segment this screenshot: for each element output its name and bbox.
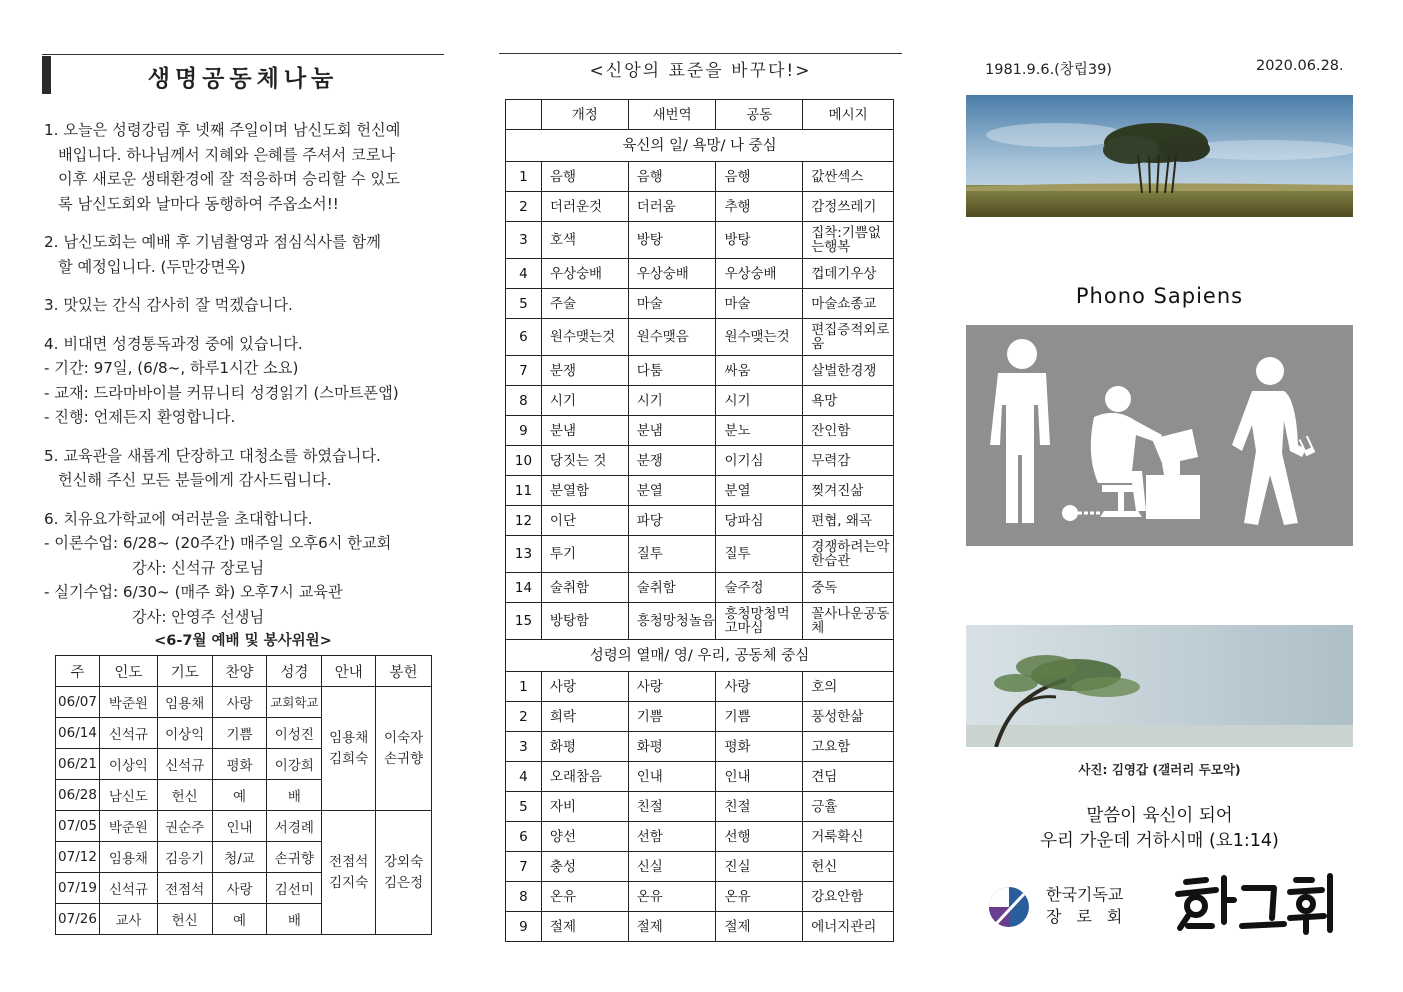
table-cell: 기쁨 <box>716 702 803 732</box>
table-cell: 06/14 <box>56 718 100 749</box>
news-line: - 실기수업: 6/30~ (매주 화) 오후7시 교육관 <box>44 583 343 601</box>
section-header-row <box>506 130 894 162</box>
table-cell: 절제 <box>628 912 716 942</box>
table-cell: 김선미 <box>267 873 322 904</box>
row-number: 12 <box>506 506 542 536</box>
table-cell: 임용채 <box>157 687 212 718</box>
column-header: 주 <box>56 656 100 687</box>
table-cell: 분냄 <box>628 416 716 446</box>
column-header: 인도 <box>99 656 157 687</box>
windswept-tree-image <box>966 625 1353 747</box>
table-cell: 추행 <box>716 192 803 222</box>
table-cell: 더러운것 <box>541 192 628 222</box>
table-cell: 방탕 <box>716 222 803 259</box>
table-cell: 평화 <box>716 732 803 762</box>
row-number: 9 <box>506 912 542 942</box>
table-cell: 분쟁 <box>541 356 628 386</box>
table-cell: 원수맺음 <box>628 319 716 356</box>
scripture-verse <box>966 804 1353 854</box>
table-cell: 화평 <box>541 732 628 762</box>
table-cell: 술취함 <box>541 573 628 603</box>
church-logo <box>1172 870 1340 940</box>
table-cell: 선행 <box>716 822 803 852</box>
table-cell: 긍휼 <box>803 792 894 822</box>
table-cell: 시기 <box>716 386 803 416</box>
table-cell: 교사 <box>99 904 157 935</box>
table-cell: 음행 <box>628 162 716 192</box>
table-cell: 마술 <box>716 289 803 319</box>
june-offering-cell <box>376 687 432 811</box>
table-row <box>506 732 894 762</box>
news-item-1 <box>44 118 444 216</box>
column-header <box>506 100 542 130</box>
table-cell: 헌신 <box>157 904 212 935</box>
table-cell: 손귀향 <box>267 842 322 873</box>
row-number: 7 <box>506 852 542 882</box>
table-cell: 분열 <box>628 476 716 506</box>
table-cell: 이강희 <box>267 749 322 780</box>
row-number: 6 <box>506 319 542 356</box>
table-row <box>506 573 894 603</box>
table-cell: 찢겨진삶 <box>803 476 894 506</box>
table-row <box>506 162 894 192</box>
table-cell: 배 <box>267 780 322 811</box>
row-number: 9 <box>506 416 542 446</box>
table-cell: 질투 <box>628 536 716 573</box>
table-cell: 흥청망청놀음 <box>628 603 716 640</box>
table-cell: 충성 <box>541 852 628 882</box>
column-header: 새번역 <box>628 100 716 130</box>
row-number: 5 <box>506 792 542 822</box>
table-cell: 우상숭배 <box>541 259 628 289</box>
table-cell: 질투 <box>716 536 803 573</box>
pck-logo-icon <box>988 886 1030 928</box>
table-cell: 껍데기우상 <box>803 259 894 289</box>
table-cell: 분열 <box>716 476 803 506</box>
table-row <box>506 476 894 506</box>
row-number: 8 <box>506 882 542 912</box>
table-cell: 서경례 <box>267 811 322 842</box>
table-cell: 분열함 <box>541 476 628 506</box>
founding-date: 1981.9.6.(창립39) <box>985 62 1112 78</box>
denomination-line: 한국기독교 <box>1046 885 1124 904</box>
table-cell: 잔인함 <box>803 416 894 446</box>
table-cell: 06/07 <box>56 687 100 718</box>
tree-field-photo <box>966 95 1353 217</box>
table-cell: 예 <box>212 780 267 811</box>
table-cell: 사랑 <box>716 672 803 702</box>
table-cell: 온유 <box>716 882 803 912</box>
column-header: 봉헌 <box>376 656 432 687</box>
table-cell: 07/19 <box>56 873 100 904</box>
table-row <box>506 852 894 882</box>
news-line: 배입니다. 하나님께서 지혜와 은혜를 주셔서 코로나 <box>58 145 396 164</box>
table-cell: 06/28 <box>56 780 100 811</box>
table-cell: 음행 <box>716 162 803 192</box>
july-guide-cell <box>322 811 376 935</box>
service-schedule-table <box>55 655 432 935</box>
table-cell: 인내 <box>628 762 716 792</box>
row-number: 8 <box>506 386 542 416</box>
row-number: 4 <box>506 259 542 289</box>
table-cell: 더러움 <box>628 192 716 222</box>
table-cell: 이상익 <box>99 749 157 780</box>
row-number: 3 <box>506 732 542 762</box>
table-row <box>506 416 894 446</box>
section-header-row <box>506 640 894 672</box>
table-header-row <box>506 100 894 130</box>
row-number: 13 <box>506 536 542 573</box>
denomination-line: 장로회 <box>1046 907 1138 926</box>
table-cell: 편협, 왜곡 <box>803 506 894 536</box>
news-line: - 기간: 97일, (6/8~, 하루1시간 소요) <box>44 359 299 377</box>
table-cell: 이성진 <box>267 718 322 749</box>
table-cell: 07/12 <box>56 842 100 873</box>
table-cell: 꼴사나운공동체 <box>803 603 894 640</box>
table-cell: 헌신 <box>803 852 894 882</box>
table-cell: 박준원 <box>99 811 157 842</box>
table-row <box>506 822 894 852</box>
table-cell: 07/05 <box>56 811 100 842</box>
pictogram-illustration <box>966 325 1353 546</box>
table-cell: 강요안함 <box>803 882 894 912</box>
table-cell: 원수맺는것 <box>541 319 628 356</box>
table-cell: 온유 <box>541 882 628 912</box>
table-cell: 남신도 <box>99 780 157 811</box>
table-cell: 신석규 <box>157 749 212 780</box>
row-number: 4 <box>506 762 542 792</box>
row-number: 11 <box>506 476 542 506</box>
evolution-pictogram <box>966 325 1353 546</box>
table-cell: 값싼섹스 <box>803 162 894 192</box>
schedule-title: <6-7월 예배 및 봉사위원> <box>154 633 332 649</box>
news-line: 2. 남신도회는 예배 후 기념촬영과 점심식사를 함께 <box>44 233 381 251</box>
table-cell: 마술쇼종교 <box>803 289 894 319</box>
row-number: 5 <box>506 289 542 319</box>
july-offering: 강외숙 김은정 <box>383 853 424 891</box>
table-cell: 신실 <box>628 852 716 882</box>
table-cell: 중독 <box>803 573 894 603</box>
phono-sapiens-heading: Phono Sapiens <box>1075 284 1244 308</box>
table-row <box>506 603 894 640</box>
section-title: 생명공동체나눔 <box>147 66 339 92</box>
june-guide-cell <box>322 687 376 811</box>
table-cell: 술취함 <box>628 573 716 603</box>
church-calligraphy-logo <box>1172 870 1340 940</box>
news-line: 헌신해 주신 모든 분들에게 감사드립니다. <box>58 471 332 489</box>
table-cell: 진실 <box>716 852 803 882</box>
news-item-6 <box>44 507 444 630</box>
column-header: 메시지 <box>803 100 894 130</box>
news-line: 할 예정입니다. (두만강면옥) <box>58 257 246 276</box>
news-line: 5. 교육관을 새롭게 단장하고 대청소를 하였습니다. <box>44 446 381 465</box>
table-cell: 거룩확신 <box>803 822 894 852</box>
column-header: 성경 <box>267 656 322 687</box>
table-cell: 인내 <box>716 762 803 792</box>
table-cell: 당파심 <box>716 506 803 536</box>
july-guide: 전점석 김지숙 <box>329 853 369 891</box>
windswept-tree-photo <box>966 625 1353 747</box>
table-cell: 교회학교 <box>267 687 322 718</box>
table-cell: 술주정 <box>716 573 803 603</box>
table-cell: 방탕함 <box>541 603 628 640</box>
table-cell: 박준원 <box>99 687 157 718</box>
table-cell: 화평 <box>628 732 716 762</box>
table-cell: 배 <box>267 904 322 935</box>
table-cell: 편집증적외로움 <box>803 319 894 356</box>
column-header: 찬양 <box>212 656 267 687</box>
verse-line: 우리 가운데 거하시매 (요1:14) <box>1040 831 1279 851</box>
table-cell: 이상익 <box>157 718 212 749</box>
table-cell: 원수맺는것 <box>716 319 803 356</box>
row-number: 3 <box>506 222 542 259</box>
row-number: 10 <box>506 446 542 476</box>
table-row <box>506 912 894 942</box>
table-cell: 이기심 <box>716 446 803 476</box>
table-row <box>506 506 894 536</box>
table-cell: 헌신 <box>157 780 212 811</box>
table-cell: 에너지관리 <box>803 912 894 942</box>
table-cell: 분쟁 <box>628 446 716 476</box>
row-number: 2 <box>506 702 542 732</box>
news-line: - 교재: 드라마바이블 커뮤니티 성경읽기 (스마트폰앱) <box>44 383 399 402</box>
column-header: 안내 <box>322 656 376 687</box>
news-item-4 <box>44 332 444 430</box>
news-line: 1. 오늘은 성령강림 후 넷째 주일이며 남신도회 헌신예 <box>44 121 401 139</box>
denomination-name <box>1046 884 1137 928</box>
table-cell: 음행 <box>541 162 628 192</box>
table-cell: 견딤 <box>803 762 894 792</box>
table-cell: 방탕 <box>628 222 716 259</box>
table-cell: 흥청망청먹고마심 <box>716 603 803 640</box>
row-number: 1 <box>506 672 542 702</box>
table-row <box>506 259 894 289</box>
news-line: - 이론수업: 6/28~ (20주간) 매주일 오후6시 한교회 <box>44 534 392 552</box>
table-cell: 사랑 <box>541 672 628 702</box>
row-number: 15 <box>506 603 542 640</box>
table-cell: 싸움 <box>716 356 803 386</box>
july-offering-cell <box>376 811 432 935</box>
issue-date: 2020.06.28. <box>1256 58 1344 74</box>
table-cell: 사랑 <box>628 672 716 702</box>
news-item-3 <box>44 293 444 318</box>
news-line: 강사: 안영주 선생님 <box>132 607 265 626</box>
row-number: 6 <box>506 822 542 852</box>
section-header: 육신의 일/ 욕망/ 나 중심 <box>506 130 894 162</box>
table-cell: 욕망 <box>803 386 894 416</box>
table-row <box>506 762 894 792</box>
table-cell: 자비 <box>541 792 628 822</box>
table-cell: 전점석 <box>157 873 212 904</box>
table-cell: 임용채 <box>99 842 157 873</box>
table-cell: 절제 <box>716 912 803 942</box>
table-row <box>506 319 894 356</box>
table-row <box>506 536 894 573</box>
row-number: 2 <box>506 192 542 222</box>
news-line: 이후 새로운 생태환경에 잘 적응하며 승리할 수 있도 <box>58 170 400 188</box>
news-item-2 <box>44 230 444 279</box>
table-cell: 오래참음 <box>541 762 628 792</box>
table-cell: 권순주 <box>157 811 212 842</box>
table-cell: 마술 <box>628 289 716 319</box>
table-cell: 절제 <box>541 912 628 942</box>
section-header: 성령의 열매/ 영/ 우리, 공동체 중심 <box>506 640 894 672</box>
table-cell: 청/교 <box>212 842 267 873</box>
table-row <box>56 811 432 842</box>
table-cell: 인내 <box>212 811 267 842</box>
table-row <box>506 882 894 912</box>
table-cell: 호색 <box>541 222 628 259</box>
table-cell: 기쁨 <box>212 718 267 749</box>
table-cell: 무력감 <box>803 446 894 476</box>
table-cell: 우상숭배 <box>628 259 716 289</box>
photo-credit: 사진: 김영갑 (갤러리 두모악) <box>1078 762 1241 777</box>
table-row <box>506 289 894 319</box>
table-cell: 신석규 <box>99 718 157 749</box>
table-cell: 시기 <box>628 386 716 416</box>
table-row <box>506 356 894 386</box>
standards-title: <신앙의 표준을 바꾸다!> <box>589 61 812 81</box>
row-number: 7 <box>506 356 542 386</box>
table-cell: 양선 <box>541 822 628 852</box>
table-cell: 감정쓰레기 <box>803 192 894 222</box>
table-cell: 예 <box>212 904 267 935</box>
row-number: 1 <box>506 162 542 192</box>
table-row <box>506 792 894 822</box>
column-header: 기도 <box>157 656 212 687</box>
table-row <box>506 222 894 259</box>
table-cell: 신석규 <box>99 873 157 904</box>
table-cell: 투기 <box>541 536 628 573</box>
table-cell: 시기 <box>541 386 628 416</box>
table-cell: 분노 <box>716 416 803 446</box>
table-row <box>56 687 432 718</box>
table-cell: 친절 <box>628 792 716 822</box>
table-cell: 06/21 <box>56 749 100 780</box>
table-cell: 선함 <box>628 822 716 852</box>
news-line: 록 남신도회와 날마다 동행하여 주옵소서!! <box>58 194 339 213</box>
table-cell: 이단 <box>541 506 628 536</box>
table-row <box>506 446 894 476</box>
table-header-row <box>56 656 432 687</box>
table-cell: 풍성한삶 <box>803 702 894 732</box>
column-header: 개정 <box>541 100 628 130</box>
table-cell: 평화 <box>212 749 267 780</box>
column-header: 공동 <box>716 100 803 130</box>
table-row <box>506 672 894 702</box>
table-cell: 기쁨 <box>628 702 716 732</box>
news-line: - 진행: 언제든지 환영합니다. <box>44 408 236 426</box>
table-cell: 07/26 <box>56 904 100 935</box>
table-cell: 온유 <box>628 882 716 912</box>
table-row <box>506 192 894 222</box>
table-row <box>506 386 894 416</box>
verse-line: 말씀이 육신이 되어 <box>1086 806 1233 826</box>
table-cell: 경쟁하려는악한습관 <box>803 536 894 573</box>
table-cell: 집착:기쁨없는행복 <box>803 222 894 259</box>
table-cell: 주술 <box>541 289 628 319</box>
news-line: 강사: 신석규 장로님 <box>132 558 265 577</box>
table-cell: 당짓는 것 <box>541 446 628 476</box>
divider <box>42 54 444 55</box>
table-cell: 고요함 <box>803 732 894 762</box>
table-cell: 김응기 <box>157 842 212 873</box>
table-row <box>506 702 894 732</box>
table-cell: 희락 <box>541 702 628 732</box>
news-line: 3. 맛있는 간식 감사히 잘 먹겠습니다. <box>44 296 293 314</box>
table-cell: 우상숭배 <box>716 259 803 289</box>
news-line: 6. 치유요가학교에 여러분을 초대합니다. <box>44 509 313 528</box>
june-offering: 이숙자 손귀향 <box>383 729 424 767</box>
table-cell: 살벌한경쟁 <box>803 356 894 386</box>
news-item-5 <box>44 444 444 493</box>
faith-standards-table <box>505 99 894 942</box>
row-number: 14 <box>506 573 542 603</box>
table-cell: 파당 <box>628 506 716 536</box>
table-cell: 다툼 <box>628 356 716 386</box>
news-line: 4. 비대면 성경통독과정 중에 있습니다. <box>44 334 303 353</box>
table-cell: 사랑 <box>212 873 267 904</box>
divider <box>499 53 902 54</box>
june-guide: 임용채 김희숙 <box>329 729 369 767</box>
table-cell: 친절 <box>716 792 803 822</box>
tree-field-image <box>966 95 1353 217</box>
table-cell: 사랑 <box>212 687 267 718</box>
table-cell: 분냄 <box>541 416 628 446</box>
news-list <box>44 118 444 643</box>
table-cell: 호의 <box>803 672 894 702</box>
